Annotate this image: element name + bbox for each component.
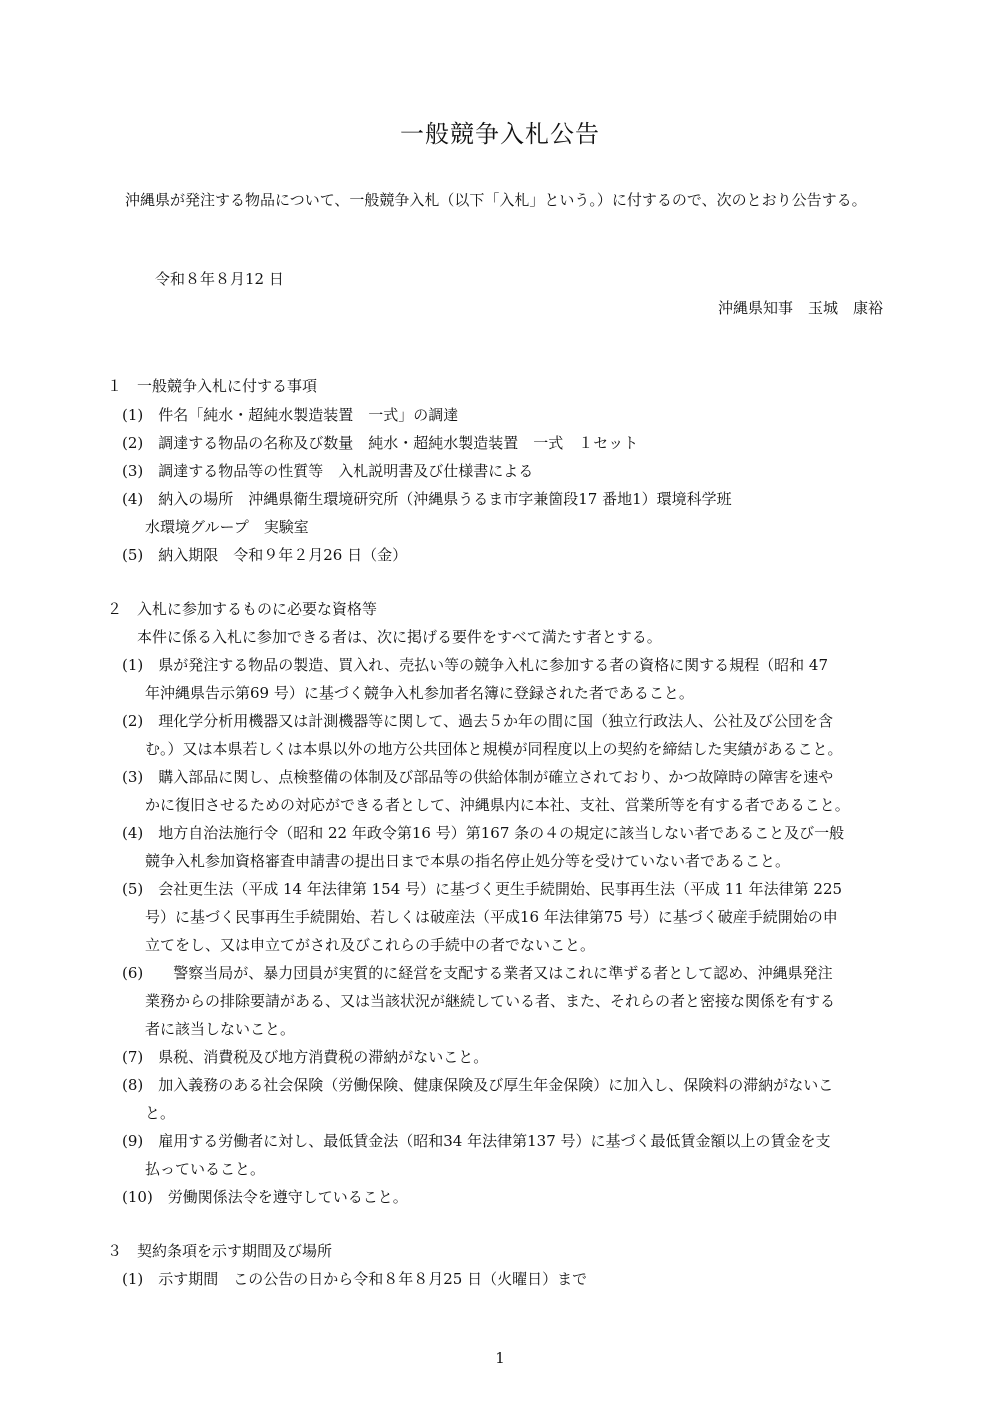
section-2-line: (1) 県が発注する物品の製造、買入れ、売払い等の競争入札に参加する者の資格に関する規程（昭和 47 xyxy=(122,656,829,674)
section-1-item: (1) 件名「純水・超純水製造装置 一式」の調達 xyxy=(122,406,459,424)
section-2-line: (4) 地方自治法施行令（昭和 22 年政令第16 号）第167 条の４の規定に該当しない者であること及び一般 xyxy=(122,824,845,842)
page-number: 1 xyxy=(495,1349,505,1367)
section-2-line: (5) 会社更生法（平成 14 年法律第 154 号）に基づく更生手続開始、民事再生法（平成 11 年法律第 225 xyxy=(122,880,843,898)
section-2-line: 者に該当しないこと。 xyxy=(145,1020,296,1038)
section-2-line: む。）又は本県若しくは本県以外の地方公共団体と規模が同程度以上の契約を締結した実績があること。 xyxy=(145,740,843,758)
section-2-lead: 本件に係る入札に参加できる者は、次に掲げる要件をすべて満たす者とする。 xyxy=(137,628,662,646)
signatory: 沖縄県知事 玉城 康裕 xyxy=(717,299,883,317)
section-2-line: 競争入札参加資格審査申請書の提出日まで本県の指名停止処分等を受けていない者であること。 xyxy=(145,852,791,870)
section-2-line: (8) 加入義務のある社会保険（労働保険、健康保険及び厚生年金保険）に加入し、保険料の滞納がないこ xyxy=(122,1076,834,1094)
intro-paragraph: 沖縄県が発注する物品について、一般競争入札（以下「入札」という。）に付するので、次のとおり公告する。 xyxy=(125,191,867,209)
section-2-line: (6) 警察当局が、暴力団員が実質的に経営を支配する業者又はこれに準ずる者として認め、沖縄県発注 xyxy=(122,964,833,982)
section-2-line: かに復旧させるための対応ができる者として、沖縄県内に本社、支社、営業所等を有する者であること。 xyxy=(145,796,850,814)
section-1-item: (2) 調達する物品の名称及び数量 純水・超純水製造装置 一式 １セット xyxy=(122,434,639,452)
section-2-heading: ２ 入札に参加するものに必要な資格等 xyxy=(107,600,378,618)
section-2-line: 払っていること。 xyxy=(145,1160,266,1178)
section-2-line: (7) 県税、消費税及び地方消費税の滞納がないこと。 xyxy=(122,1048,489,1066)
section-1-item: (3) 調達する物品等の性質等 入札説明書及び仕様書による xyxy=(122,462,534,480)
section-1-heading: １ 一般競争入札に付する事項 xyxy=(107,377,318,395)
announcement-date: 令和８年８月12 日 xyxy=(155,270,284,288)
section-3-heading: ３ 契約条項を示す期間及び場所 xyxy=(107,1242,333,1260)
section-2-line: 年沖縄県告示第69 号）に基づく競争入札参加者名簿に登録された者であること。 xyxy=(145,684,694,702)
section-1-item: (4) 納入の場所 沖縄県衛生環境研究所（沖縄県うるま市字兼箇段17 番地1）環境科学班 xyxy=(122,490,732,508)
section-1-item-continuation: 水環境グループ 実験室 xyxy=(145,518,309,536)
section-2-line: (10) 労働関係法令を遵守していること。 xyxy=(122,1188,408,1206)
section-2-line: 立てをし、又は申立てがされ及びこれらの手続中の者でないこと。 xyxy=(145,936,596,954)
section-1-item: (5) 納入期限 令和９年２月26 日（金） xyxy=(122,546,408,564)
section-3-item: (1) 示す期間 この公告の日から令和８年８月25 日（火曜日）まで xyxy=(122,1270,588,1288)
section-2-line: (3) 購入部品に関し、点検整備の体制及び部品等の供給体制が確立されており、かつ故障時の障害を速や xyxy=(122,768,834,786)
section-2-line: (2) 理化学分析用機器又は計測機器等に関して、過去５か年の間に国（独立行政法人、公社及び公団を含 xyxy=(122,712,833,730)
section-2-line: 業務からの排除要請がある、又は当該状況が継続している者、また、それらの者と密接な関係を有する xyxy=(145,992,836,1010)
document-title: 一般競争入札公告 xyxy=(400,120,600,148)
section-2-line: 号）に基づく民事再生手続開始、若しくは破産法（平成16 年法律第75 号）に基づく破産手続開始の申 xyxy=(145,908,838,926)
section-2-line: と。 xyxy=(145,1104,176,1122)
section-2-line: (9) 雇用する労働者に対し、最低賃金法（昭和34 年法律第137 号）に基づく最低賃金額以上の賃金を支 xyxy=(122,1132,831,1150)
